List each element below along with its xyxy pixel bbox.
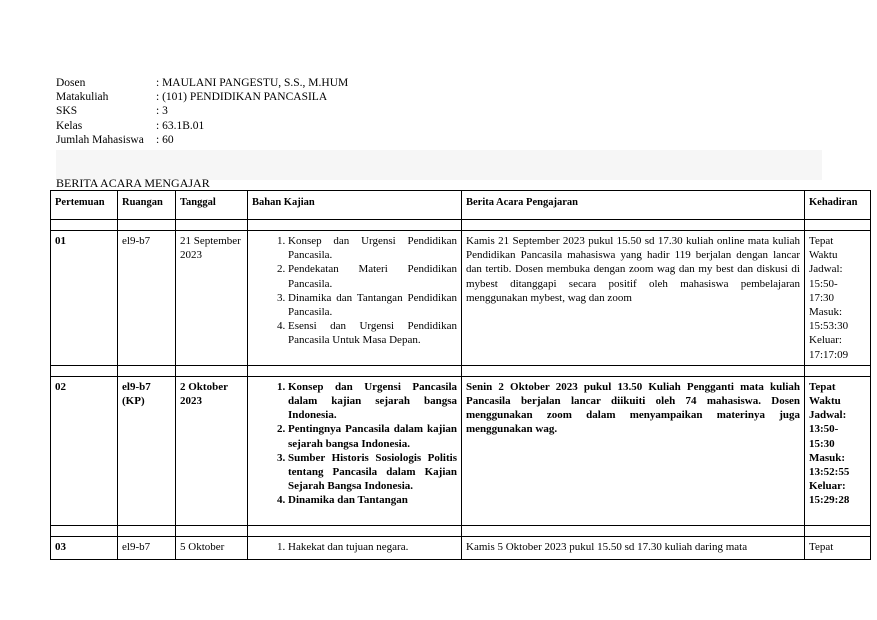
cell-berita: Kamis 5 Oktober 2023 pukul 15.50 sd 17.30 kuliah daring mata [462,536,805,559]
cell-berita: Senin 2 Oktober 2023 pukul 13.50 Kuliah Pengganti mata kuliah Pancasila berjalan lancar diikuiti oleh 74 mahasiswa. Dosen menggunakan zoom dalam menyampaikan materinya juga menggunakan wag. [462,376,805,525]
info-value: : (101) PENDIDIKAN PANCASILA [156,91,328,104]
info-label: Kelas [56,119,83,132]
kehadiran-line: Masuk: [809,451,846,464]
info-value: : 3 [156,105,168,118]
cell-tanggal: 5 Oktober [176,536,248,559]
info-label: Dosen [56,77,86,89]
cell-bahan [248,536,462,559]
info-value: : MAULANI PANGESTU, S.S., M.HUM [156,77,349,89]
info-row-jumlah [56,133,348,147]
col-header-bahan: Bahan Kajian [248,191,462,220]
berita-acara-table [50,190,871,560]
kehadiran-line: Masuk: [809,306,842,319]
kehadiran-line: 15:30 [809,437,835,450]
bahan-item: 2. Pentingnya Pancasila dalam kajian sejarah bangsa Indonesia. [288,422,457,450]
section-heading: BERITA ACARA MENGAJAR [56,176,210,190]
kehadiran-line: Jadwal: [809,263,843,276]
kehadiran-line: Tepat [809,380,836,393]
course-info [56,76,348,147]
cell-tanggal: 2 Oktober 2023 [176,376,248,525]
kehadiran-line: 15:53:30 [809,320,849,333]
info-label: Matakuliah [56,91,109,104]
table-row [51,376,871,525]
kehadiran-line: Keluar: [809,480,846,493]
kehadiran-line: Jadwal: [809,409,847,422]
bahan-item: 1. Konsep dan Urgensi Pancasila dalam kajian sejarah bangsa Indonesia. [288,380,457,423]
col-header-ruangan: Ruangan [118,191,176,220]
cell-bahan [248,231,462,366]
kehadiran-line: Tepat [809,540,834,553]
info-row-kelas [56,119,348,133]
col-header-pertemuan: Pertemuan [51,191,118,220]
bahan-list [252,380,457,508]
cell-kehadiran [805,376,871,525]
cell-ruangan: el9-b7 [118,231,176,366]
cell-kehadiran [805,231,871,366]
cell-pertemuan: 03 [51,536,118,559]
bahan-list [252,234,457,348]
table-row [51,231,871,366]
kehadiran-line: 15:29:28 [809,494,850,507]
cell-tanggal: 21 September 2023 [176,231,248,366]
kehadiran-line: Tepat [809,235,834,247]
info-value: : 63.1B.01 [156,119,205,132]
bahan-item: 1. Hakekat dan tujuan negara. [288,540,457,554]
cell-pertemuan: 02 [51,376,118,525]
kehadiran-line: 13:52:55 [809,466,850,479]
table-spacer-row [51,220,871,231]
col-header-kehadiran: Kehadiran [805,191,871,220]
kehadiran-line: 15:50- [809,277,838,290]
bahan-item: 1. Konsep dan Urgensi Pendidikan Pancasila. [288,234,457,262]
table-row [51,536,871,559]
bahan-list [252,540,457,554]
info-label: SKS [56,105,78,118]
cell-berita: Kamis 21 September 2023 pukul 15.50 sd 17.30 kuliah online mata kuliah Pendidikan Pancasila mahasiswa yang hadir 119 berjalan dengan lancar dan tertib. Dosen membuka dengan zoom wag dan my best dan diskusi di mybest ditanggapi secara positif oleh mahasiswa pembelajaran menggunakan mybest, wag dan zoom [462,231,805,366]
kehadiran-line: Waktu [809,249,838,262]
kehadiran-line: 13:50- [809,423,839,436]
bahan-item: 3. Dinamika dan Tantangan Pendidikan Pancasila. [288,291,457,319]
table-spacer-row [51,365,871,376]
info-row-matakuliah [56,90,348,104]
kehadiran-line: Waktu [809,395,841,408]
kehadiran-line: Keluar: [809,334,842,347]
col-header-berita: Berita Acara Pengajaran [462,191,805,220]
info-row-dosen [56,76,348,90]
bahan-item: 4. Dinamika dan Tantangan [288,493,457,507]
cell-kehadiran [805,536,871,559]
bahan-item: 2. Pendekatan Materi Pendidikan Pancasila. [288,262,457,290]
bahan-item: 4. Esensi dan Urgensi Pendidikan Pancasila Untuk Masa Depan. [288,319,457,347]
cell-ruangan: el9-b7 (KP) [118,376,176,525]
cell-ruangan: el9-b7 [118,536,176,559]
info-row-sks [56,104,348,118]
kehadiran-line: 17:30 [809,291,835,304]
bahan-item: 3. Sumber Historis Sosiologis Politis tentang Pancasila dalam Kajian Sejarah Bangsa Indonesia. [288,451,457,494]
info-value: : 60 [156,133,174,146]
table-header-row [51,191,871,220]
kehadiran-line: 17:17:09 [809,348,849,361]
cell-bahan [248,376,462,525]
table-spacer-row [51,525,871,536]
cell-pertemuan: 01 [51,231,118,366]
info-label: Jumlah Mahasiswa [56,133,144,146]
col-header-tanggal: Tanggal [176,191,248,220]
